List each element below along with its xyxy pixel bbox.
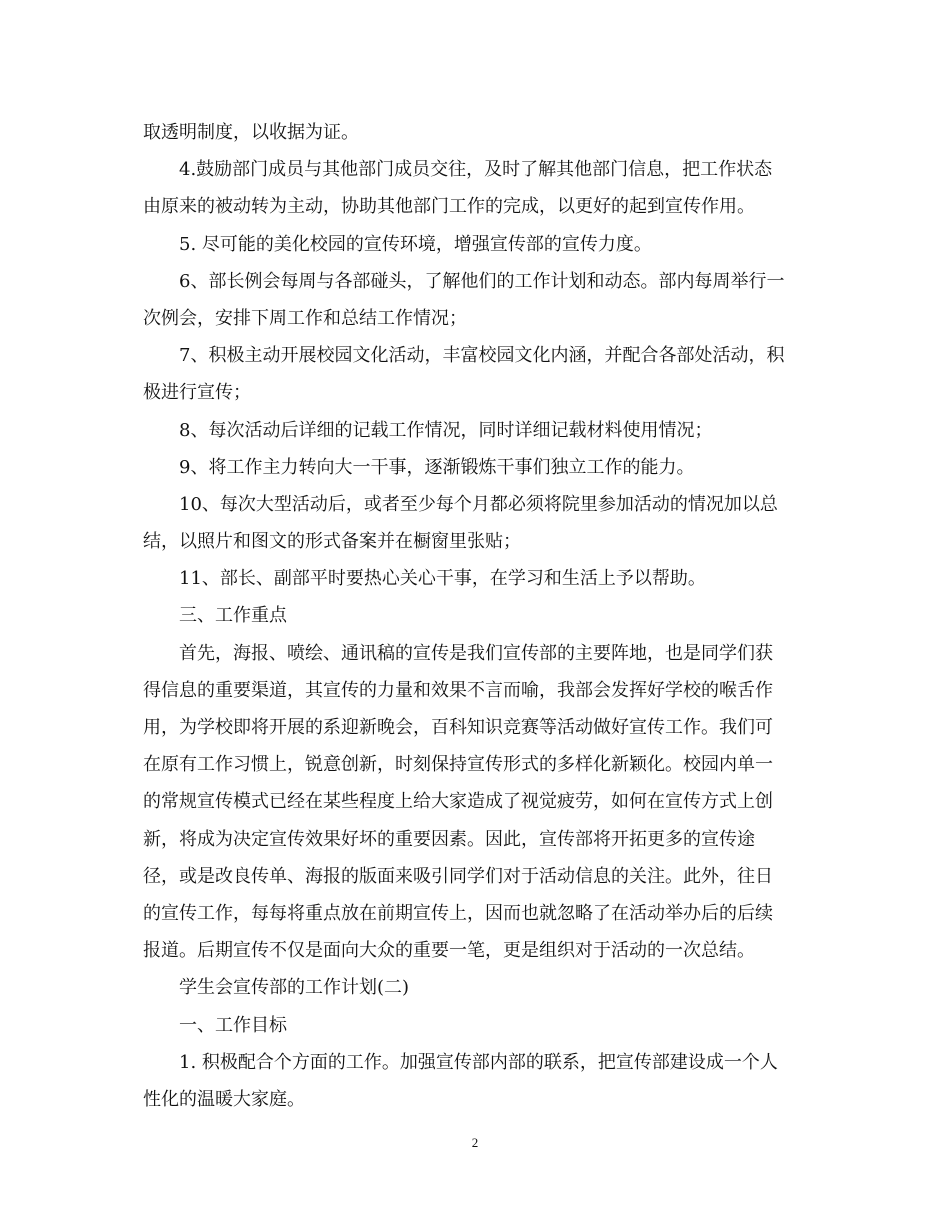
text-line: 8、每次活动后详细的记载工作情况，同时详细记载材料使用情况； <box>179 419 713 441</box>
text-line: 得信息的重要渠道，其宣传的力量和效果不言而喻，我部会发挥好学校的喉舌作 <box>143 679 773 701</box>
text-line: 9、将工作主力转向大一干事，逐渐锻炼干事们独立工作的能力。 <box>179 456 695 478</box>
text-line: 极进行宣传； <box>143 382 251 404</box>
text-line: 10、每次大型活动后，或者至少每个月都必须将院里参加活动的情况加以总 <box>179 493 778 515</box>
text-line: 7、积极主动开展校园文化活动，丰富校园文化内涵，并配合各部处活动，积 <box>179 345 785 367</box>
text-line: 次例会，安排下周工作和总结工作情况； <box>143 307 467 329</box>
text-line: 5. 尽可能的美化校园的宣传环境，增强宣传部的宣传力度。 <box>179 233 652 255</box>
text-line: 的常规宣传模式已经在某些程度上给大家造成了视觉疲劳，如何在宣传方式上创 <box>143 791 773 813</box>
text-line: 性化的温暖大家庭。 <box>143 1088 305 1110</box>
section-heading: 三、工作重点 <box>179 605 287 627</box>
text-line: 6、部长例会每周与各部碰头，了解他们的工作计划和动态。部内每周举行一 <box>179 270 785 292</box>
text-line: 在原有工作习惯上，锐意创新，时刻保持宣传形式的多样化新颖化。校园内单一 <box>143 754 773 776</box>
document-subtitle: 学生会宣传部的工作计划(二) <box>179 977 410 999</box>
text-line: 1. 积极配合个方面的工作。加强宣传部内部的联系，把宣传部建设成一个人 <box>179 1051 778 1073</box>
document-body <box>143 114 808 1118</box>
page-number: 2 <box>471 1135 479 1150</box>
text-line: 用，为学校即将开展的系迎新晚会，百科知识竞赛等活动做好宣传工作。我们可 <box>143 717 773 738</box>
text-line: 取透明制度，以收据为证。 <box>143 122 359 143</box>
text-line: 的宣传工作，每每将重点放在前期宣传上，因而也就忽略了在活动举办后的后续 <box>143 902 773 924</box>
text-line: 首先，海报、喷绘、通讯稿的宣传是我们宣传部的主要阵地，也是同学们获 <box>179 642 773 664</box>
section-heading: 一、工作目标 <box>179 1014 287 1036</box>
text-line: 径，或是改良传单、海报的版面来吸引同学们对于活动信息的关注。此外，往日 <box>143 865 773 887</box>
text-line: 新，将成为决定宣传效果好坏的重要因素。因此，宣传部将开拓更多的宣传途 <box>143 828 755 850</box>
text-line: 11、部长、副部平时要热心关心干事，在学习和生活上予以帮助。 <box>179 568 706 590</box>
text-line: 报道。后期宣传不仅是面向大众的重要一笔，更是组织对于活动的一次总结。 <box>143 940 755 962</box>
text-line: 由原来的被动转为主动，协助其他部门工作的完成，以更好的起到宣传作用。 <box>143 196 755 218</box>
text-line: 结，以照片和图文的形式备案并在橱窗里张贴； <box>143 531 521 553</box>
text-line: 4.鼓励部门成员与其他部门成员交往，及时了解其他部门信息，把工作状态 <box>179 159 773 181</box>
